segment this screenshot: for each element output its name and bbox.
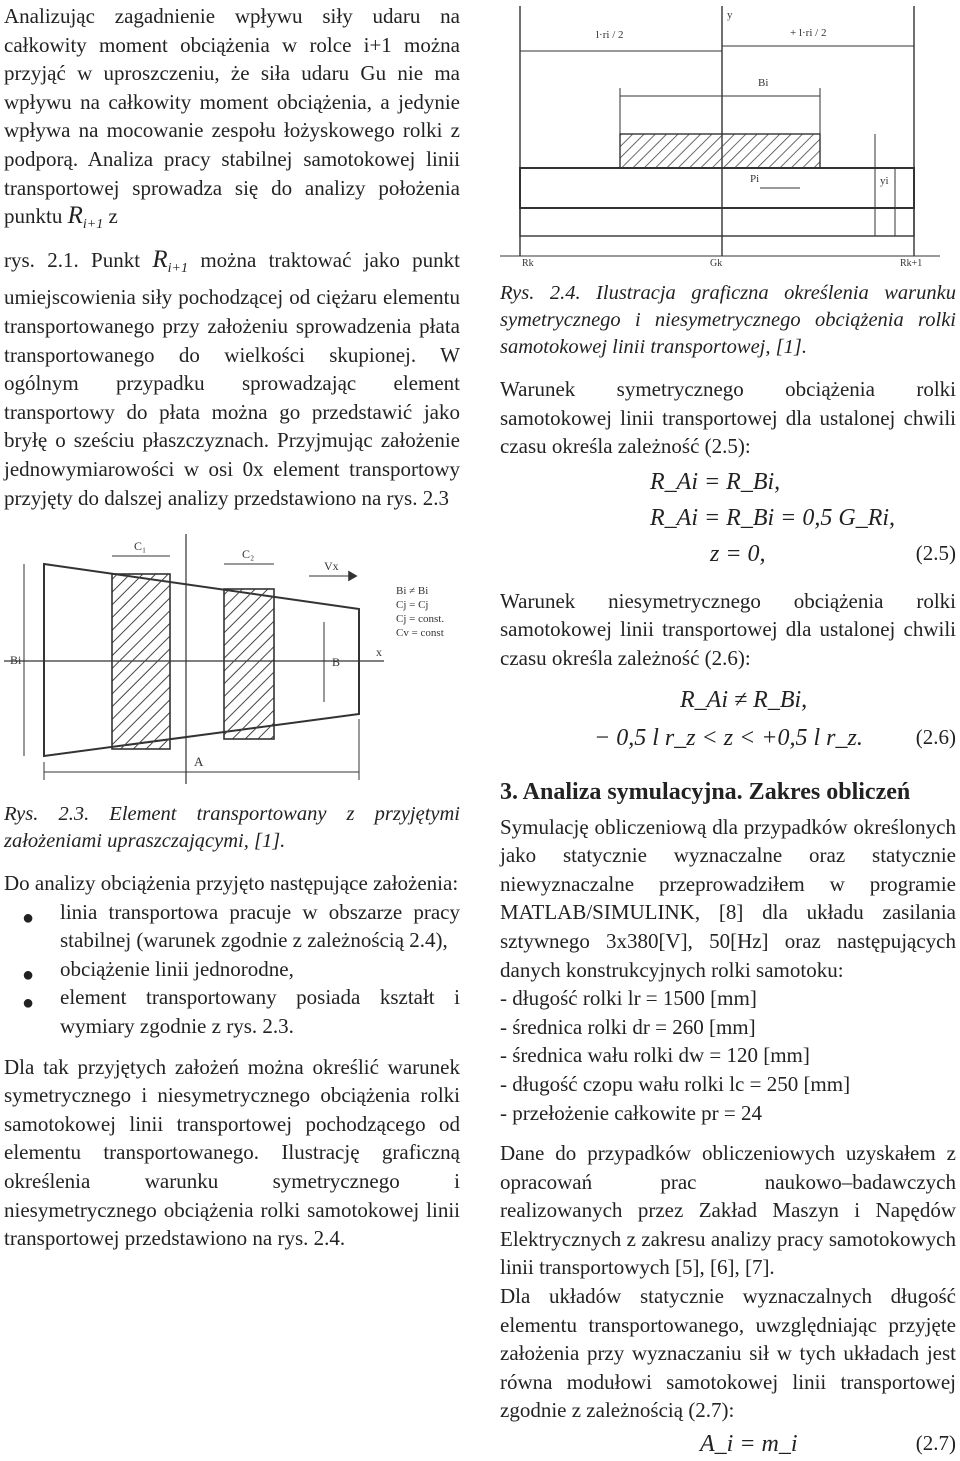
eq-line: A_i = m_i — [700, 1431, 798, 1458]
label-pi: Pi — [750, 173, 760, 185]
label-lri: l·ri / 2 — [596, 29, 624, 41]
section-heading: 3. Analiza symulacyjna. Zakres obliczeń — [500, 778, 911, 805]
equation-2-7 — [500, 1431, 956, 1461]
label-vx: Vx — [324, 559, 339, 574]
equation-number: (2.6) — [915, 724, 956, 749]
label-c1: C₁ — [134, 539, 147, 554]
symbol-r: $R_{i+1}$ — [152, 245, 188, 276]
label-b: B — [332, 655, 341, 670]
right-paragraph-5: Dla układów statycznie wyznaczalnych długość elementu transportowanego, uwzględniając przyjęte założenia przy wyznaczaniu sił w tych układach jest równa modułowi samotokowej linii transportowej zgodnie z zależnością (2.7): — [500, 1284, 956, 1423]
label-bi: Bi — [758, 77, 769, 89]
list-item: ● linia transportowa pracuje w obszarze pracy stabilnej (warunek zgodnie z zależnością 2.4), — [22, 899, 460, 953]
legend-2: Cj = Cj — [396, 599, 429, 612]
left-paragraph-3: Do analizy obciążenia przyjęto następujące założenia: — [4, 871, 459, 896]
label-bi: Bi — [10, 653, 22, 668]
roll-data-list — [500, 984, 956, 1127]
legend-1: Bi ≠ Bi — [396, 585, 429, 598]
equation-number: (2.5) — [915, 540, 956, 565]
figure-2-3-caption: Rys. 2.3. Element transportowany z przyjętymi założeniami upraszczającymi, [1]. — [4, 803, 460, 853]
left-paragraph-4: Dla tak przyjętych założeń można określić warunek symetrycznego i niesymetrycznego obciążenia rolki samotokowej linii transportowej pochodzącego od elementu transportowanego. Ilustrację graficzną określenia warunku symetrycznego i niesymetrycznego obciążenia rolki samotokowej linii transportowej przedstawiono na rys. 2.4. — [4, 1054, 460, 1251]
list-item: - długość rolki lr = 1500 [mm] — [500, 986, 757, 1011]
list-item: ● element transportowany posiada kształt i wymiary zgodnie z rys. 2.3. — [22, 985, 460, 1039]
list-item: - długość czopu wału rolki lc = 250 [mm] — [500, 1071, 851, 1096]
figure-2-4 — [500, 6, 956, 268]
label-x: x — [376, 645, 382, 660]
eq-line: z = 0, — [710, 540, 766, 567]
bullet-icon: ● — [22, 992, 35, 1015]
figure-2-3 — [4, 534, 460, 789]
label-rk: Rk — [522, 258, 534, 268]
right-paragraph-4: Dane do przypadków obliczeniowych uzyskałem z opracowań prac naukowo–badawczych realizowanych przez Zakład Maszyn i Napędów Elektrycznych z zakresu analizy pracy samotokowych linii transportowych [5], [6], [7]. — [500, 1141, 956, 1280]
list-item: - przełożenie całkowite pr = 24 — [500, 1100, 762, 1125]
label-a: A — [194, 754, 204, 770]
label-rk1: Rk+1 — [900, 258, 923, 268]
label-y: y — [727, 9, 733, 21]
equation-2-5 — [500, 469, 956, 571]
list-item: - średnica wału rolki dw = 120 [mm] — [500, 1043, 810, 1068]
assumptions-list — [4, 898, 460, 1041]
right-paragraph-1: Warunek symetrycznego obciążenia rolki samotokowej linii transportowej dla ustalonej chwili czasu określa zależność (2.5): — [500, 377, 956, 459]
right-column — [500, 0, 956, 1461]
left-paragraph-2: rys. 2.1. Punkt $R_{i+1}$ można traktować jako punkt umiejscowienia siły pochodzącej od ciężaru elementu transportowanego przy założeniu sprowadzenia płata transportowanego do wielkości skupionej. W ogólnym przypadku sprowadzając element transportowy do płata można go przedstawić jako bryłę o sześciu płaszczyznach. Przyjmując założenie jednowymiarowości w osi 0x element transportowy przyjęty do dalszej analizy przedstawiono na rys. 2.3 — [4, 245, 460, 510]
list-item: - średnica rolki dr = 260 [mm] — [500, 1014, 756, 1039]
legend-4: Cv = const — [396, 627, 444, 640]
label-c2: C₂ — [242, 547, 255, 562]
eq-line: R_Ai = R_Bi, — [650, 468, 781, 495]
list-item: ● obciążenie linii jednorodne, — [4, 955, 460, 984]
legend-3: Cj = const. — [396, 613, 445, 626]
figure-2-4-caption: Rys. 2.4. Ilustracja graficzna określenia warunku symetrycznego i niesymetrycznego obciążenia rolki samotokowej linii transportowej, [1]. — [500, 282, 956, 358]
label-yi: yi — [880, 175, 889, 187]
bullet-icon: ● — [22, 963, 35, 986]
label-lri2: + l·ri / 2 — [790, 27, 827, 39]
right-paragraph-2: Warunek niesymetrycznego obciążenia rolki samotokowej linii transportowej dla ustalonej chwili czasu określa zależność (2.6): — [500, 588, 956, 670]
equation-number: (2.7) — [915, 1431, 956, 1456]
left-column — [4, 0, 460, 1253]
symbol-r: $R_{i+1}$ — [67, 202, 104, 233]
label-gk: Gk — [710, 258, 723, 268]
eq-line: R_Ai = R_Bi = 0,5 G_Ri, — [650, 504, 896, 531]
eq-line: − 0,5 l r_z < z < +0,5 l r_z. — [594, 724, 863, 751]
eq-line: R_Ai ≠ R_Bi, — [680, 686, 808, 713]
left-paragraph-1: Analizując zagadnienie wpływu siły udaru na całkowity moment obciążenia w rolce i+1 można przyjąć w uproszczeniu, że siła udaru Gu nie ma wpływu na całkowity moment obciążenia, a jedynie wpływa na mocowanie zespołu łożyskowego rolki z podporą. Analiza pracy stabilnej samotokowej linii transportowej sprowadza się do analizy położenia punktu $R_{i+1}$ z — [4, 4, 460, 233]
right-paragraph-3: Symulację obliczeniową dla przypadków określonych jako statycznie wyznaczalne oraz statycznie niewyznaczalne przeprowadziłem w programie MATLAB/SIMULINK, [8] dla układu zasilania sztywnego 3x380[V], 50[Hz] oraz następujących danych konstrukcyjnych rolki samotoku: — [500, 814, 956, 982]
bullet-icon: ● — [22, 906, 35, 929]
equation-2-6 — [500, 687, 956, 755]
